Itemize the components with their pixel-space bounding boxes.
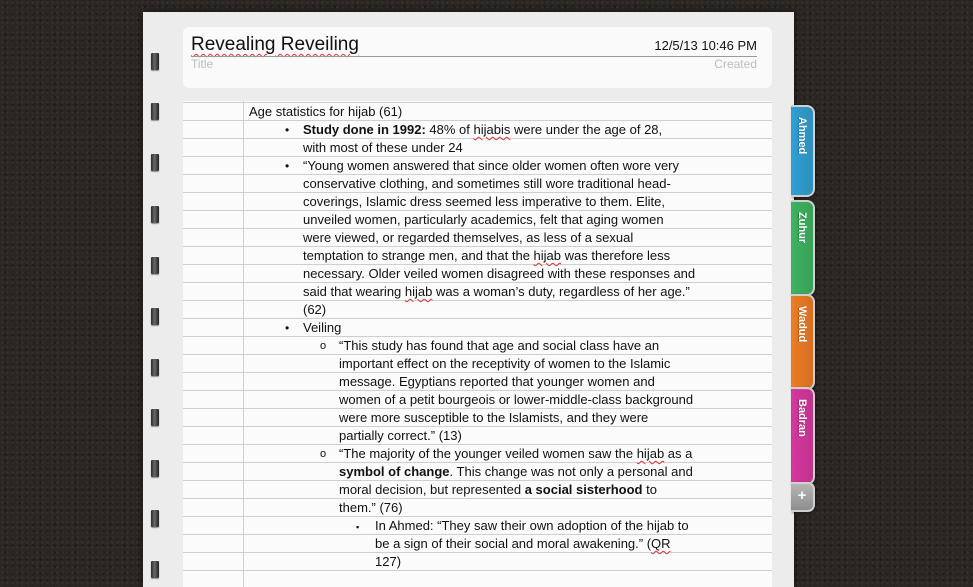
binder-ring (151, 308, 159, 325)
binder-ring (151, 154, 159, 171)
binder-ring (151, 409, 159, 426)
notebook (143, 12, 808, 587)
tab-zuhur[interactable]: Zuhur (791, 200, 815, 296)
created-label: Created (714, 57, 757, 71)
note-body[interactable] (183, 101, 772, 587)
created-date: 12/5/13 10:46 PM (654, 38, 757, 53)
add-tab-button[interactable]: + (791, 482, 815, 512)
binder-ring (151, 257, 159, 274)
sub-list-item: o “This study has found that age and social class have an (320, 338, 660, 353)
binder-ring (151, 359, 159, 376)
title-label: Title (191, 57, 214, 71)
tab-wadud[interactable]: Wadud (791, 294, 815, 390)
note-title[interactable]: Revealing Reveiling (191, 34, 359, 55)
tab-ahmed[interactable]: Ahmed (791, 105, 815, 197)
tab-badran[interactable]: Badran (791, 387, 815, 485)
binder-ring (151, 53, 159, 70)
sub-sub-list-item: ▪ In Ahmed: “They saw their own adoption of the hijab to (356, 518, 689, 533)
list-item: • “Young women answered that since older women often wore very (285, 158, 680, 173)
binder-ring (151, 103, 159, 120)
ring-binding (143, 12, 177, 587)
list-item: • Study done in 1992: 48% of hijabis were under the age of 28, (285, 122, 663, 137)
list-item: • Veiling (285, 320, 342, 335)
note-text[interactable]: Age statistics for hijab (61) • Study done in 1992: 48% of hijabis were under the age of 28, with most of these under 24 • “Young women answered that since older women often wore very conservative clothing, and sometimes still wore traditional head- coverings, Islamic dress seemed less imperative to them. Elite, unveiled women, particularly academics, felt that aging women were viewed, or regarded themselves, as less of a sexual temptation to strange men, and that the hijab was therefore less necessary. Older veiled women disagreed with these responses and said that wearing hijab was a woman’s duty, regardless of her age.” (62) • Veiling o “This study has found that age and social class have an important effect on the receptivity of women to the Islamic message. Egyptians reported that younger women and women of a petit bourgeois or lower-middle-class background were more susceptible to the Islamists, and they were partially correct.” (13) o “The majority of the younger veiled women saw the hijab as a symbol of change. This change was not only a personal and moral decision, but represented a social sisterhood to them.” (76) ▪ In Ahmed: “They saw their own adoption of the hijab to be a sign of their social and moral awakening.” (QR 127) (249, 103, 760, 571)
binder-ring (151, 510, 159, 527)
binder-ring (151, 561, 159, 578)
binder-ring (151, 460, 159, 477)
header-divider (191, 56, 757, 57)
binder-ring (151, 206, 159, 223)
note-heading: Age statistics for hijab (61) (249, 104, 403, 119)
sub-list-item: o “The majority of the younger veiled women saw the hijab as a (320, 446, 693, 461)
